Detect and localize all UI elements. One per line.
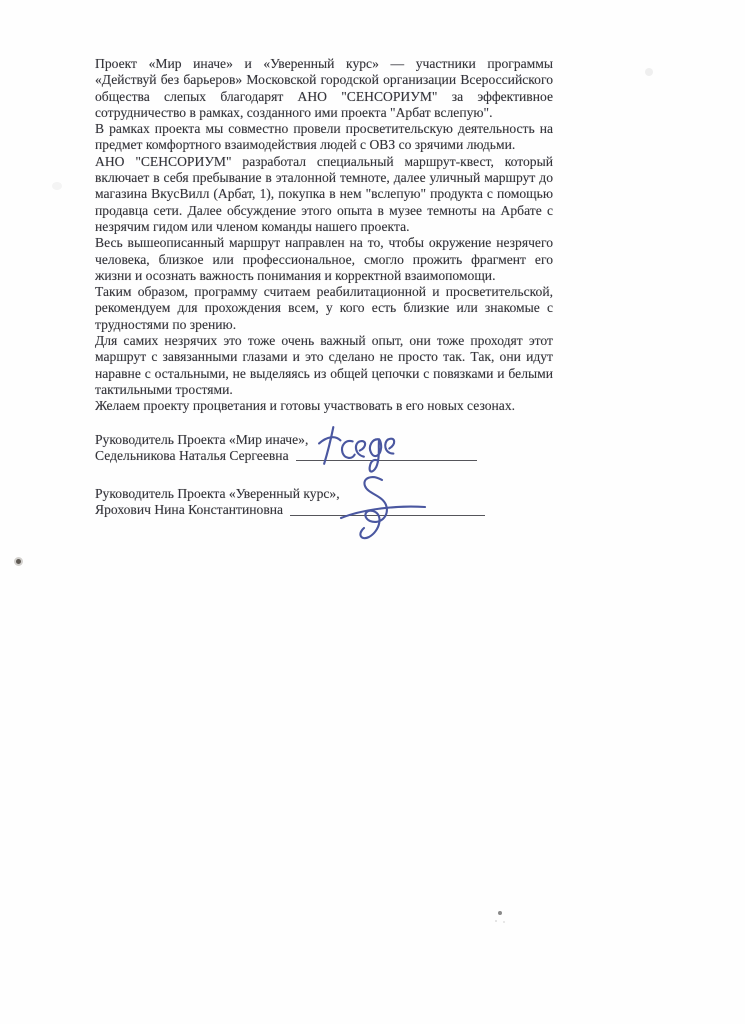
signer-role: Руководитель Проекта «Уверенный курс», — [95, 486, 340, 502]
body-line: «Действуй без барьеров» Московской городской организации Всероссийского — [95, 72, 553, 88]
body-line: маршрут с завязанными глазами и это сделано не просто так. Так, они идут — [95, 349, 553, 365]
signature-line — [296, 459, 477, 461]
scan-speck — [645, 68, 653, 76]
body-line: АНО "СЕНСОРИУМ" разработал специальный маршрут-квест, который — [95, 153, 553, 169]
body-line: общества слепых благодарят АНО "СЕНСОРИУМ" за эффективное — [95, 88, 553, 104]
body-line: наравне с остальными, не выделяясь из общей цепочки с повязками и белыми — [95, 365, 553, 381]
body-line: трудностями по зрению. — [95, 316, 237, 332]
body-line: предмет комфортного взаимодействия людей с ОВЗ со зрячими людьми. — [95, 137, 516, 153]
body-line: сотрудничество в рамках, созданного ими проекта "Арбат вслепую". — [95, 104, 493, 120]
signature-block-1 — [95, 432, 553, 465]
body-line: Желаем проекту процветания и готовы участвовать в его новых сезонах. — [95, 398, 516, 414]
body-line: продавца сети. Далее обсуждение этого опыта в музее темноты на Арбате с — [95, 202, 553, 218]
body-line: Проект «Мир иначе» и «Уверенный курс» — участники программы — [95, 56, 553, 71]
body-line: Весь вышеописанный маршрут направлен на то, чтобы окружение незрячего — [95, 235, 553, 251]
body-line: В рамках проекта мы совместно провели просветительскую деятельность на — [95, 121, 553, 137]
body-line: тактильными тростями. — [95, 381, 233, 397]
body-line: Для самих незрячих это тоже очень важный опыт, они тоже проходят этот — [95, 333, 553, 349]
signer-name: Седельникова Наталья Сергеевна — [95, 447, 289, 463]
signer-name-row — [95, 502, 485, 518]
letter-body — [95, 56, 553, 519]
body-line: человека, близкое или профессиональное, смогло прожить фрагмент его — [95, 251, 553, 267]
body-line: Таким образом, программу считаем реабилитационной и просветительской, — [95, 284, 553, 300]
scan-speck — [16, 559, 21, 564]
body-line: включает в себя пребывание в эталонной темноте, далее уличный маршрут до — [95, 170, 553, 186]
body-line: магазина ВкусВилл (Арбат, 1), покупка в нем "вслепую" продукта с помощью — [95, 186, 553, 202]
signer-name-row — [95, 448, 477, 464]
body-line: рекомендуем для прохождения всем, у кого есть близкие или знакомые с — [95, 300, 553, 316]
signer-role: Руководитель Проекта «Мир иначе», — [95, 431, 309, 447]
scan-speck — [52, 182, 62, 190]
scan-speck — [498, 911, 502, 915]
signer-name: Ярохович Нина Константиновна — [95, 502, 284, 518]
body-line: незрячим гидом или членом команды нашего проекта. — [95, 218, 410, 234]
signature-block-2 — [95, 486, 553, 519]
signature-line — [290, 514, 485, 516]
body-line: жизни и осознать важность понимания и корректной взаимопомощи. — [95, 267, 496, 283]
